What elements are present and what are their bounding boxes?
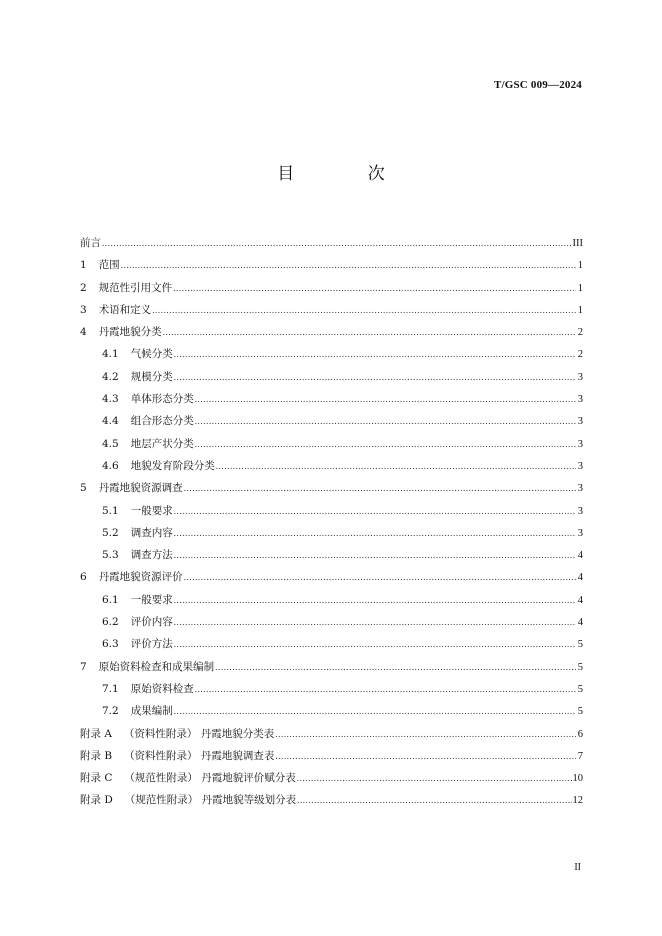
- toc-entry-number: 4.3: [102, 393, 119, 406]
- toc-entry-page: 3: [577, 527, 583, 539]
- toc-leader-dots: [174, 700, 576, 722]
- toc-entry-page: 3: [577, 416, 583, 428]
- toc-entry-page: 4: [577, 572, 583, 584]
- toc-entry-number: 5: [80, 482, 87, 495]
- toc-entry[interactable]: [80, 477, 583, 499]
- toc-leader-dots: [297, 789, 571, 811]
- toc-entry[interactable]: [80, 232, 583, 254]
- toc-leader-dots: [195, 410, 576, 432]
- toc-entry-number: 附录 D: [80, 794, 113, 807]
- toc-entry-page: 5: [577, 706, 583, 718]
- toc-entry-number: 6: [80, 571, 87, 584]
- document-code: T/GSC 009—2024: [493, 79, 582, 91]
- toc-entry-label: 术语和定义: [98, 303, 152, 316]
- toc-entry-number: 2: [80, 281, 87, 294]
- toc-leader-dots: [184, 477, 576, 499]
- toc-entry-label: 评价内容: [130, 616, 173, 629]
- toc-entry-label: 一般要求: [130, 504, 173, 517]
- toc-entry[interactable]: [80, 321, 583, 343]
- toc-entry[interactable]: [80, 767, 583, 789]
- toc-entry-number: 7: [80, 660, 87, 673]
- toc-entry-label: 原始资料检查: [130, 682, 194, 695]
- toc-entry-number: 附录 C: [80, 772, 113, 785]
- toc-entry-page: 7: [577, 750, 583, 762]
- toc-entry-label: （资料性附录） 丹霞地貌分类表: [123, 727, 275, 740]
- toc-entry-number: 4.5: [102, 437, 119, 450]
- toc-entry-page: 6: [577, 728, 583, 740]
- toc-entry-page: 5: [577, 639, 583, 651]
- toc-entry-number: 7.1: [102, 682, 119, 695]
- toc-entry-page: 3: [577, 483, 583, 495]
- toc-leader-dots: [195, 388, 576, 410]
- toc-entry-label: （规范性附录） 丹霞地貌评价赋分表: [124, 772, 296, 785]
- toc-entry-number: 4.4: [102, 415, 119, 428]
- toc-leader-dots: [195, 433, 576, 455]
- toc-entry-label: 原始资料检查和成果编制: [98, 660, 215, 673]
- toc-entry-number: 6.2: [102, 616, 119, 629]
- page-title: 目 次: [277, 164, 419, 184]
- toc-entry[interactable]: [80, 455, 583, 477]
- toc-entry-label: （资料性附录） 丹霞地貌调查表: [124, 749, 275, 762]
- toc-leader-dots: [174, 611, 576, 633]
- toc-entry-label: 气候分类: [130, 348, 173, 361]
- toc-entry[interactable]: [80, 723, 583, 745]
- toc-entry-page: 1: [577, 304, 583, 316]
- toc-entry-label: 调查内容: [130, 526, 173, 539]
- toc-entry[interactable]: [80, 789, 583, 811]
- toc-leader-dots: [174, 500, 576, 522]
- toc-entry-page: 10: [572, 773, 583, 785]
- toc-entry[interactable]: [80, 566, 583, 588]
- toc-entry-page: 1: [577, 260, 583, 272]
- table-of-contents: [80, 232, 583, 812]
- toc-entry-number: 1: [80, 259, 87, 272]
- toc-entry[interactable]: [80, 700, 583, 722]
- toc-leader-dots: [216, 455, 576, 477]
- toc-entry-number: 5.2: [102, 526, 119, 539]
- toc-leader-dots: [163, 321, 576, 343]
- toc-leader-dots: [174, 522, 576, 544]
- toc-entry[interactable]: [80, 410, 583, 432]
- toc-entry-page: 2: [577, 349, 583, 361]
- toc-entry-page: III: [572, 238, 583, 249]
- toc-entry[interactable]: [80, 544, 583, 566]
- toc-entry-label: 前言: [80, 237, 101, 249]
- toc-entry-page: 3: [577, 460, 583, 472]
- toc-entry-page: 12: [572, 795, 583, 807]
- toc-entry-number: 5.1: [102, 504, 119, 517]
- toc-entry[interactable]: [80, 656, 583, 678]
- toc-leader-dots: [152, 299, 576, 321]
- toc-entry[interactable]: [80, 500, 583, 522]
- toc-leader-dots: [275, 745, 576, 767]
- toc-leader-dots: [174, 589, 576, 611]
- toc-entry-label: 单体形态分类: [130, 393, 194, 406]
- toc-entry-number: 附录 B: [80, 749, 113, 762]
- toc-entry-number: 3: [80, 303, 87, 316]
- toc-leader-dots: [215, 656, 576, 678]
- toc-entry-label: 范围: [98, 259, 120, 272]
- toc-entry-page: 3: [577, 371, 583, 383]
- toc-entry[interactable]: [80, 589, 583, 611]
- toc-entry-number: 6.3: [102, 638, 119, 651]
- toc-entry-page: 1: [577, 282, 583, 294]
- toc-entry-number: 4.1: [102, 348, 119, 361]
- toc-leader-dots: [275, 723, 576, 745]
- toc-leader-dots: [102, 232, 572, 254]
- toc-leader-dots: [174, 343, 576, 365]
- toc-entry-label: 一般要求: [130, 593, 173, 606]
- toc-leader-dots: [121, 254, 576, 276]
- toc-entry-label: 规模分类: [130, 370, 173, 383]
- toc-entry-number: 7.2: [102, 705, 119, 718]
- toc-entry[interactable]: [80, 299, 583, 321]
- toc-entry-page: 3: [577, 505, 583, 517]
- toc-entry-page: 4: [577, 550, 583, 562]
- toc-entry-label: 规范性引用文件: [98, 281, 173, 294]
- page-number: II: [574, 862, 581, 873]
- toc-entry-number: 4.6: [102, 459, 119, 472]
- toc-entry[interactable]: [80, 388, 583, 410]
- toc-entry-label: 调查方法: [130, 549, 173, 562]
- toc-entry[interactable]: [80, 254, 583, 276]
- toc-entry-number: 4.2: [102, 370, 119, 383]
- toc-entry-label: 地貌发育阶段分类: [130, 459, 215, 472]
- toc-entry-number: 附录 A: [80, 727, 112, 740]
- toc-entry-page: 3: [577, 394, 583, 406]
- toc-entry-number: 6.1: [102, 593, 119, 606]
- toc-leader-dots: [174, 633, 576, 655]
- toc-leader-dots: [173, 277, 576, 299]
- toc-entry-label: 丹霞地貌分类: [98, 326, 162, 339]
- toc-leader-dots: [195, 678, 576, 700]
- toc-entry[interactable]: [80, 343, 583, 365]
- toc-entry-label: 评价方法: [130, 638, 173, 651]
- toc-entry[interactable]: [80, 611, 583, 633]
- toc-entry[interactable]: [80, 522, 583, 544]
- toc-entry-label: 地层产状分类: [130, 437, 194, 450]
- toc-entry[interactable]: [80, 633, 583, 655]
- toc-entry[interactable]: [80, 678, 583, 700]
- toc-entry-page: 4: [577, 617, 583, 629]
- toc-leader-dots: [174, 366, 576, 388]
- toc-entry-page: 5: [577, 661, 583, 673]
- toc-entry[interactable]: [80, 366, 583, 388]
- toc-entry-label: 丹霞地貌资源调查: [98, 482, 183, 495]
- toc-entry-label: 成果编制: [130, 705, 173, 718]
- toc-entry[interactable]: [80, 277, 583, 299]
- toc-entry-number: 4: [80, 326, 87, 339]
- toc-entry[interactable]: [80, 433, 583, 455]
- toc-entry-page: 3: [577, 438, 583, 450]
- toc-entry-page: 5: [577, 683, 583, 695]
- toc-entry-page: 4: [577, 594, 583, 606]
- toc-entry-number: 5.3: [102, 549, 119, 562]
- toc-leader-dots: [297, 767, 572, 789]
- toc-entry-label: 组合形态分类: [130, 415, 194, 428]
- toc-leader-dots: [184, 566, 576, 588]
- toc-entry-page: 2: [577, 327, 583, 339]
- toc-entry[interactable]: [80, 745, 583, 767]
- toc-entry-label: 丹霞地貌资源评价: [98, 571, 183, 584]
- toc-entry-label: （规范性附录） 丹霞地貌等级划分表: [124, 794, 297, 807]
- toc-leader-dots: [174, 544, 576, 566]
